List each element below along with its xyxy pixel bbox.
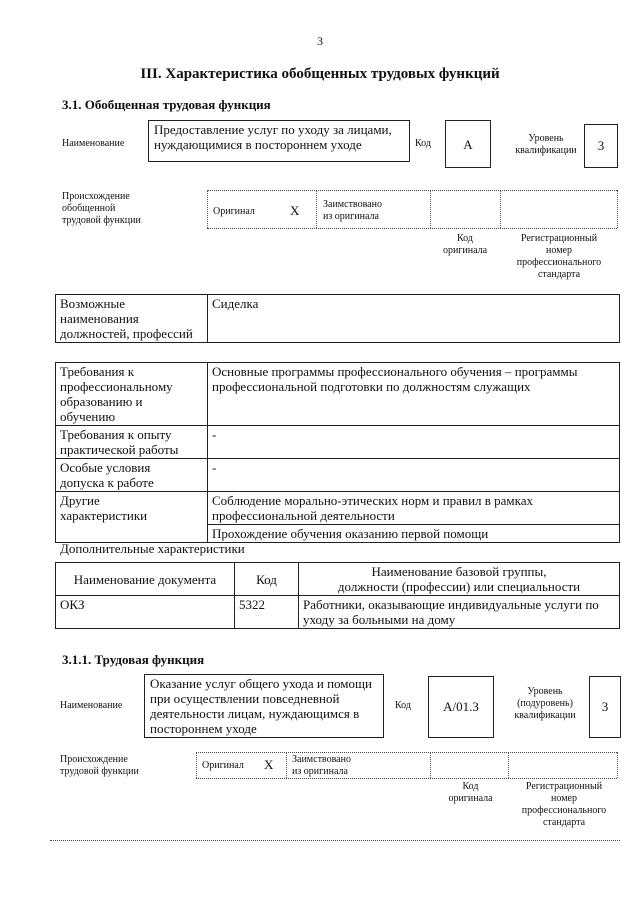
gtf-heading: 3.1. Обобщенная трудовая функция [62, 97, 271, 112]
additional-doc-cell: ОКЗ [56, 596, 235, 629]
tf-level-value: 3 [601, 699, 609, 714]
gtf-level-label: Уровень квалификации [515, 133, 577, 156]
requirement-label: Требования к профессиональному образованию и обучению [56, 363, 208, 426]
requirements-row [56, 426, 620, 459]
tf-name-value: Оказание услуг общего ухода и помощи при осуществлении повседневной деятельности лицам, нуждающимся в постороннем уходе [150, 676, 372, 736]
tf-level-box [589, 676, 621, 738]
gtf-origin-code-label: Код оригинала [442, 233, 488, 256]
gtf-code-box [445, 120, 491, 168]
tf-name-label: Наименование [60, 700, 123, 711]
gtf-original-label: Оригинал [213, 206, 255, 217]
requirements-row [56, 492, 620, 525]
tf-origin-divider [617, 752, 618, 778]
gtf-origin-divider [500, 190, 501, 228]
additional-code-cell: 5322 [235, 596, 299, 629]
gtf-origin-label: Происхождение обобщенной трудовой функции [62, 191, 141, 226]
gtf-reg-number-label: Регистрационный номер профессионального стандарта [516, 233, 602, 280]
col-group-header: Наименование базовой группы, должности (профессии) или специальности [299, 563, 620, 596]
tf-origin-divider [430, 752, 431, 778]
gtf-name-value: Предоставление услуг по уходу за лицами, нуждающимися в постороннем уходе [154, 122, 392, 152]
requirement-label: Требования к опыту практической работы [56, 426, 208, 459]
requirement-label: Другие характеристики [56, 492, 208, 543]
tf-code-value: А/01.3 [443, 699, 479, 714]
tf-code-box [428, 676, 494, 738]
tf-origin-divider [508, 752, 509, 778]
gtf-origin-divider [207, 190, 208, 228]
gtf-name-label: Наименование [62, 138, 125, 149]
tf-original-label: Оригинал [202, 760, 244, 771]
gtf-level-value: 3 [597, 138, 605, 153]
gtf-origin-divider [430, 190, 431, 228]
requirements-row [56, 459, 620, 492]
tf-level-label: Уровень (подуровень) квалификации [514, 686, 576, 721]
gtf-origin-divider [617, 190, 618, 228]
table-row [56, 596, 620, 629]
requirement-value: - [208, 459, 620, 492]
additional-heading: Дополнительные характеристики [60, 541, 245, 556]
requirement-value: Основные программы профессионального обучения – программы профессиональной подготовки по должностям служащих [208, 363, 620, 426]
gtf-origin-bottom-rule [207, 228, 617, 229]
gtf-original-mark: Х [290, 203, 300, 218]
positions-row [56, 295, 620, 343]
tf-origin-code-label: Код оригинала [448, 781, 493, 804]
col-doc-header: Наименование документа [56, 563, 235, 596]
requirement-value: Прохождение обучения оказанию первой помощи [208, 525, 620, 543]
gtf-origin-top-rule [207, 190, 617, 191]
additional-header-row [56, 563, 620, 596]
section-title: III. Характеристика обобщенных трудовых функций [140, 66, 500, 82]
tf-reg-number-label: Регистрационный номер профессионального стандарта [521, 781, 607, 828]
gtf-code-label: Код [415, 138, 431, 149]
tf-name-box [144, 674, 384, 738]
tf-origin-divider [286, 752, 287, 778]
page-number: 3 [317, 34, 323, 48]
col-code-header: Код [235, 563, 299, 596]
tf-origin-label: Происхождение трудовой функции [60, 754, 139, 777]
requirement-value: - [208, 426, 620, 459]
positions-value: Сиделка [208, 295, 620, 343]
tf-borrowed-label: Заимствовано из оригинала [292, 754, 351, 777]
requirements-row [56, 363, 620, 426]
tf-heading: 3.1.1. Трудовая функция [62, 652, 205, 667]
additional-table [55, 562, 620, 629]
positions-label: Возможные наименования должностей, профессий [56, 295, 208, 343]
requirement-value: Соблюдение морально-этических норм и правил в рамках профессиональной деятельности [208, 492, 620, 525]
gtf-name-box [148, 120, 410, 162]
requirement-label: Особые условия допуска к работе [56, 459, 208, 492]
tf-code-label: Код [395, 700, 411, 711]
gtf-origin-divider [316, 190, 317, 228]
tf-origin-divider [196, 752, 197, 778]
gtf-level-box [584, 124, 618, 168]
tf-origin-bottom-rule [196, 778, 617, 779]
positions-table [55, 294, 620, 343]
requirements-table [55, 362, 620, 543]
tf-origin-top-rule [196, 752, 617, 753]
footer-rule [50, 840, 620, 841]
tf-original-mark: Х [264, 757, 274, 772]
gtf-borrowed-label: Заимствовано из оригинала [323, 199, 382, 222]
additional-group-cell: Работники, оказывающие индивидуальные услуги по уходу за больными на дому [299, 596, 620, 629]
gtf-code-value: А [463, 137, 473, 152]
